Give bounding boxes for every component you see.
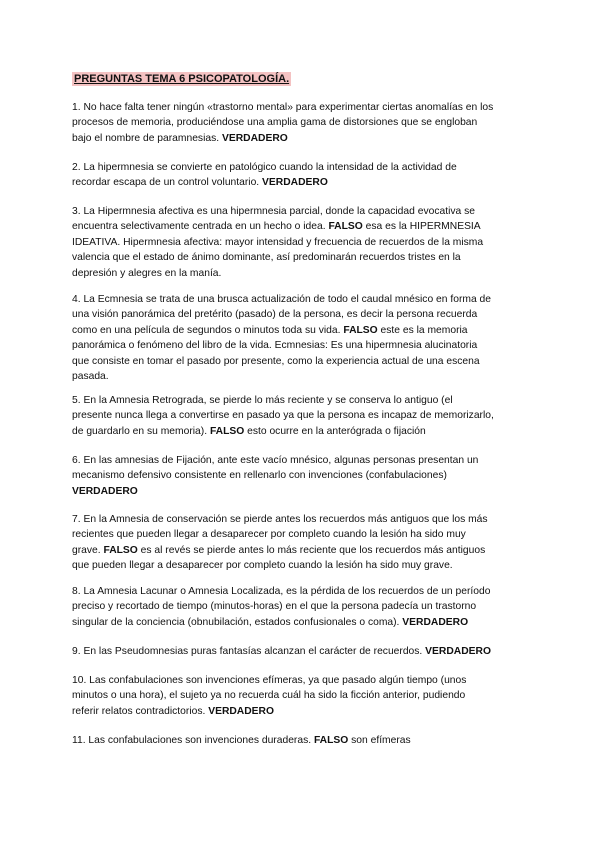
answer-explanation: es al revés se pierde antes lo más reciente que los recuerdos más antiguos que pueden llegar a desaparecer por completo cuando la lesión ha sido muy grave. (72, 544, 486, 572)
answer-label: VERDADERO (72, 485, 138, 497)
answer-label: FALSO (103, 544, 138, 556)
question-text: 9. En las Pseudomnesias puras fantasías alcanzan el carácter de recuerdos. (72, 646, 426, 657)
question-4 (72, 292, 532, 384)
answer-label: FALSO (313, 735, 349, 746)
question-text: 5. En la Amnesia Retrograda, se pierde lo más reciente y se conserva lo antiguo (el presente nunca llega a convertirse en pasado ya que la persona es incapaz de memorizarlo, de guardarlo en su memoria). (72, 395, 494, 437)
question-text: 10. Las confabulaciones son invenciones efímeras, ya que pasado algún tiempo (unos minutos o una hora), el sujeto ya no recuerda cuál ha sido la ficción anterior, pudiendo referir relatos contradictorios. (72, 675, 467, 717)
question-text: 11. Las confabulaciones son invenciones duraderas. (72, 735, 314, 746)
question-3 (72, 204, 532, 281)
answer-explanation: este es la memoria panorámica o fenómeno del libro de la vida. Ecmnesias: Es una hipermnesia alucinatoria que consiste en tomar el pasado por presente, como la experiencia actual de una escena pasada. (72, 324, 480, 383)
question-text: 3. La Hipermnesia afectiva es una hipermnesia parcial, donde la capacidad evocativa se encuentra selectivamente centrada en un hecho o idea. (72, 206, 475, 233)
question-text: 1. No hace falta tener ningún «trastorno mental» para experimentar ciertas anomalías en los procesos de memoria, produciéndose una amplia gama de distorsiones que se engloban bajo el nombre de paramnesias. (72, 102, 494, 144)
question-8 (72, 584, 532, 630)
answer-label: VERDADERO (221, 132, 288, 144)
answer-explanation: son efímeras (348, 735, 411, 746)
question-11 (72, 733, 532, 748)
question-text: 6. En las amnesias de Fijación, ante este vacío mnésico, algunas personas presentan un mecanismo defensivo consistente en rellenarlo con invenciones (confabulaciones) (72, 455, 479, 482)
question-5 (72, 393, 532, 439)
question-2 (72, 160, 532, 191)
answer-label: VERDADERO (425, 646, 491, 657)
answer-explanation: esto ocurre en la anterógrada o fijación (244, 425, 426, 437)
answer-explanation: esa es la HIPERMNESIA IDEATIVA. Hipermnesia afectiva: mayor intensidad y frecuencia de recuerdos de la misma valencia que el estado de ánimo dominante, así predominarán recuerdos tristes en la depresión y alegres en la manía. (72, 221, 484, 279)
question-10 (72, 673, 532, 719)
answer-label: VERDADERO (262, 177, 328, 189)
question-7 (72, 512, 532, 574)
answer-label: FALSO (209, 425, 245, 437)
question-1 (72, 100, 532, 146)
answer-label: FALSO (343, 324, 378, 336)
question-text: 8. La Amnesia Lacunar o Amnesia Localizada, es la pérdida de los recuerdos de un período preciso y recortado de tiempo (minutos-horas) en el que la persona padecía un trastorno singular de la conciencia (obnubilación, estados confusionales o coma). (72, 586, 491, 628)
answer-label: VERDADERO (402, 616, 469, 628)
question-6 (72, 453, 532, 499)
document-title: PREGUNTAS TEMA 6 PSICOPATOLOGÍA. (74, 73, 290, 85)
question-text: 4. La Ecmnesia se trata de una brusca actualización de todo el caudal mnésico en forma de una visión panorámica del pretérito (pasado) de la persona, es decir la persona recuerda como en una película de segundos o minutos toda su vida. (72, 294, 491, 336)
question-text: 7. En la Amnesia de conservación se pierde antes los recuerdos más antiguos que los más recientes que pueden llegar a desaparecer por completo cuando la lesión ha sido muy grave. (72, 514, 488, 556)
question-text: 2. La hipermnesia se convierte en patológico cuando la intensidad de la actividad de recordar escapa de un control voluntario. (72, 162, 457, 189)
answer-label: FALSO (328, 221, 363, 233)
answer-label: VERDADERO (208, 705, 274, 717)
question-9 (72, 644, 532, 659)
